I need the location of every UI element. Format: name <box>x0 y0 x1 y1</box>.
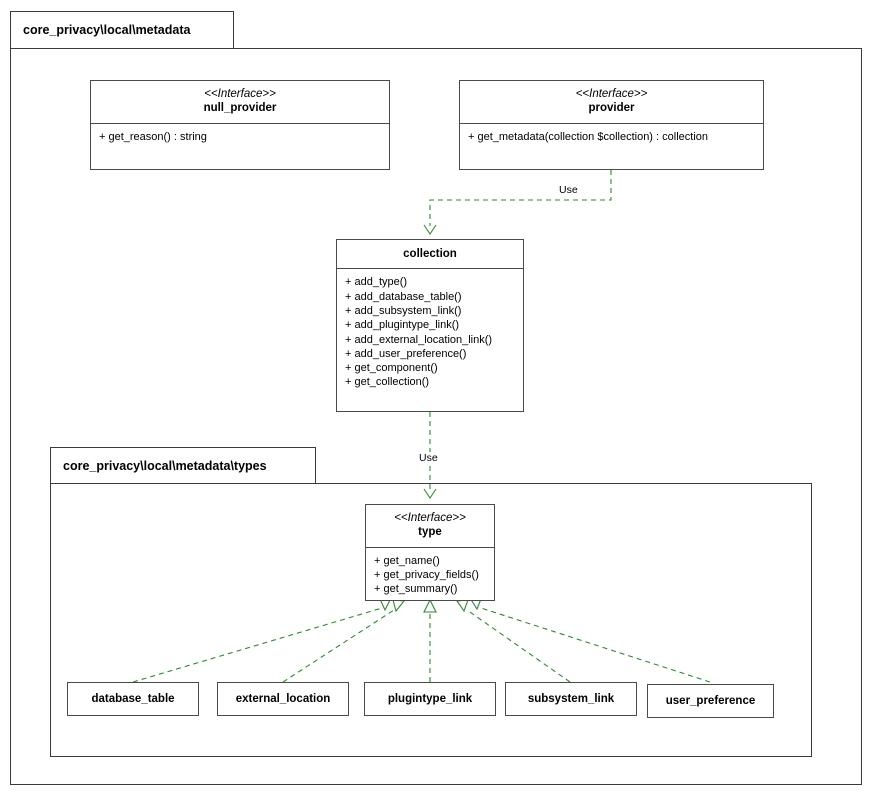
class-null-provider-stereotype: <<Interface>> <box>204 88 276 100</box>
class-plugintype-link-name: plugintype_link <box>387 693 473 705</box>
package-label-types: core_privacy\local\metadata\types <box>63 458 267 473</box>
class-member: + get_privacy_fields() <box>374 569 479 582</box>
edge-label-provider-collection: Use <box>559 184 578 196</box>
class-collection-header <box>337 240 523 268</box>
class-member: + add_type() <box>345 276 408 289</box>
class-provider-header <box>460 81 763 123</box>
class-provider-name: provider <box>588 102 635 115</box>
class-member: + get_metadata(collection $collection) : collection <box>468 130 708 143</box>
class-collection[interactable] <box>336 239 524 412</box>
class-member: + add_user_preference() <box>345 347 467 360</box>
class-null-provider-name: null_provider <box>203 102 277 115</box>
class-type-header <box>366 505 494 547</box>
class-provider[interactable] <box>459 80 764 170</box>
class-member: + add_database_table() <box>345 290 462 303</box>
class-database-table-name: database_table <box>91 693 175 705</box>
class-null-provider-members <box>91 124 389 152</box>
class-collection-members <box>337 269 523 397</box>
package-tab-metadata <box>10 11 234 49</box>
class-member: + get_component() <box>345 362 438 375</box>
class-database-table[interactable] <box>67 682 199 716</box>
class-member: + get_name() <box>374 554 440 567</box>
class-member: + add_external_location_link() <box>345 333 493 346</box>
class-provider-members <box>460 124 763 152</box>
class-plugintype-link[interactable] <box>364 682 496 716</box>
class-member: + add_plugintype_link() <box>345 319 460 332</box>
class-provider-stereotype: <<Interface>> <box>575 88 648 100</box>
class-user-preference-name: user_preference <box>665 695 756 707</box>
class-collection-name: collection <box>403 248 457 260</box>
class-subsystem-link-name: subsystem_link <box>527 693 615 705</box>
class-type-members <box>366 548 494 605</box>
class-null-provider[interactable] <box>90 80 390 170</box>
class-type-name: type <box>418 526 442 539</box>
edge-label-collection-type: Use <box>419 452 438 464</box>
class-user-preference[interactable] <box>647 684 774 718</box>
class-member: + get_summary() <box>374 583 458 596</box>
class-external-location[interactable] <box>217 682 349 716</box>
class-null-provider-header <box>91 81 389 123</box>
package-tab-types <box>50 447 316 484</box>
class-type-stereotype: <<Interface>> <box>394 512 466 524</box>
class-member: + add_subsystem_link() <box>345 304 462 317</box>
class-subsystem-link[interactable] <box>505 682 637 716</box>
class-external-location-name: external_location <box>235 693 331 705</box>
class-member: + get_collection() <box>345 376 430 389</box>
package-label-metadata: core_privacy\local\metadata <box>23 23 191 37</box>
class-member: + get_reason() : string <box>99 130 207 143</box>
class-type[interactable] <box>365 504 495 601</box>
